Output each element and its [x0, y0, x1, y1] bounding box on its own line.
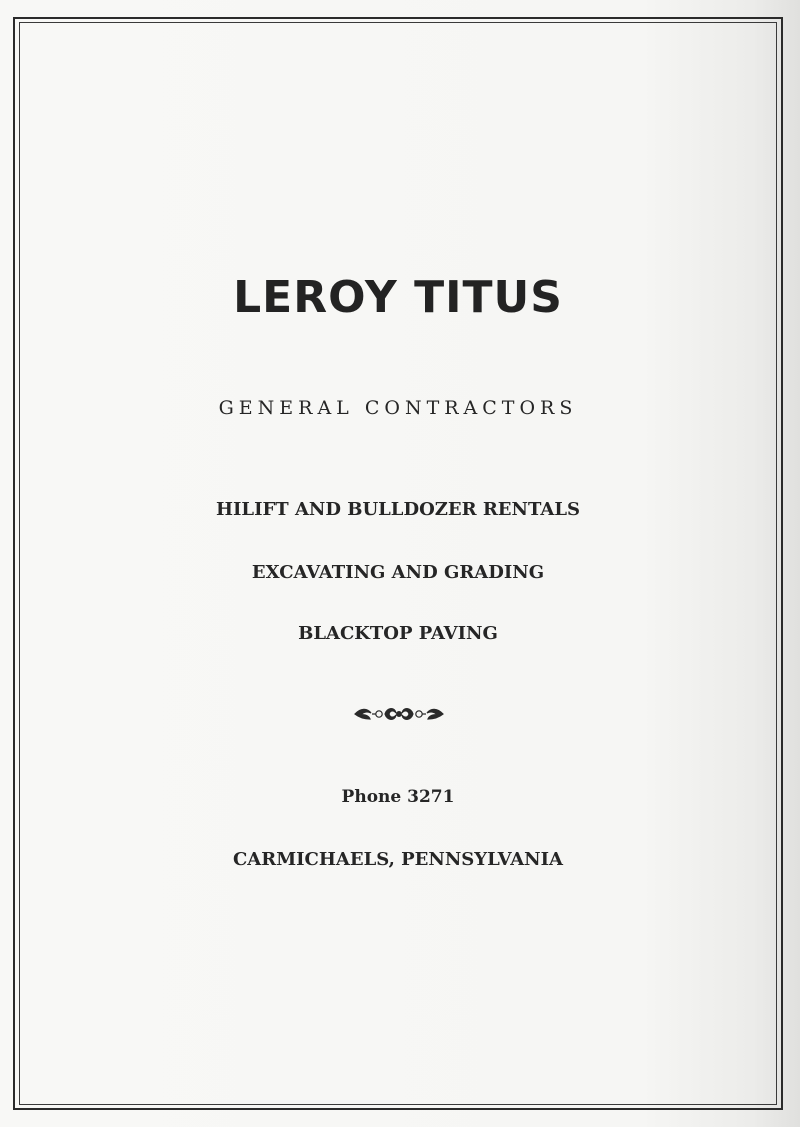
- service-item: BLACKTOP PAVING: [298, 623, 498, 644]
- service-item: EXCAVATING AND GRADING: [251, 562, 545, 583]
- ad-content: [19, 22, 777, 1105]
- floral-divider-icon: [351, 702, 447, 726]
- phone-number: Phone 3271: [341, 787, 455, 807]
- business-location: CARMICHAELS, PENNSYLVANIA: [232, 849, 564, 870]
- company-name: LEROY TITUS: [233, 272, 563, 323]
- service-item: HILIFT AND BULLDOZER RENTALS: [216, 499, 580, 520]
- company-tagline: GENERAL CONTRACTORS: [218, 397, 578, 419]
